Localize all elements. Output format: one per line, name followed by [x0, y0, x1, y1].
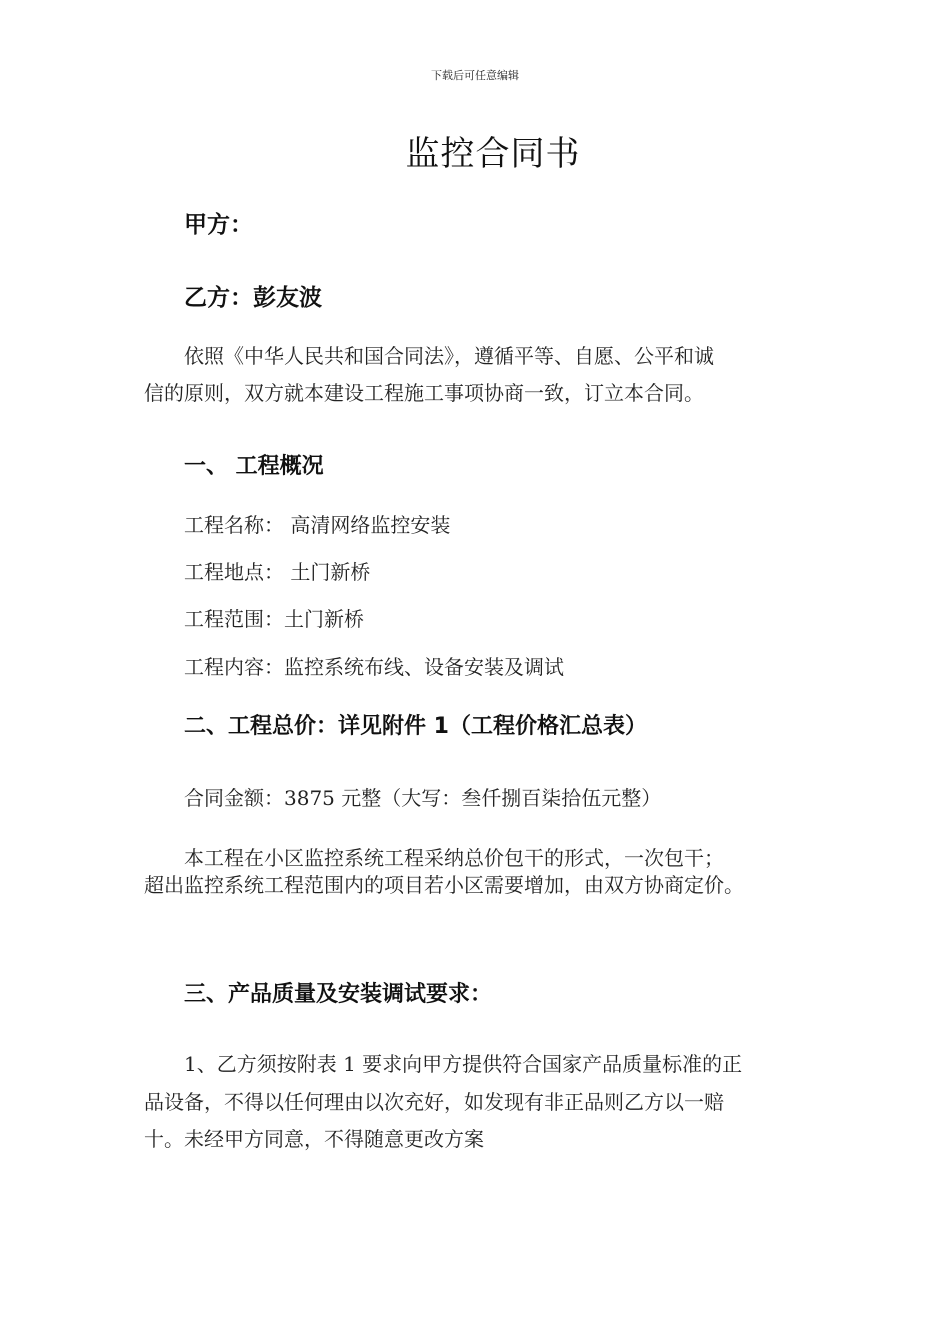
- party-b-label: 乙方：彭友波: [184, 285, 322, 311]
- quality-paragraph-line-3: 十。未经甲方同意，不得随意更改方案: [144, 1127, 484, 1151]
- section-3-heading: 三、产品质量及安装调试要求：: [184, 982, 493, 1007]
- project-content-line: 工程内容：监控系统布线、设备安装及调试: [184, 655, 564, 679]
- project-location-line: 工程地点： 土门新桥: [184, 560, 371, 584]
- contract-amount-line: 合同金额：3875 元整（大写：叁仟捌百柒拾伍元整）: [184, 786, 662, 810]
- project-name-line: 工程名称： 高清网络监控安装: [184, 513, 451, 537]
- pricing-paragraph-line-2: 超出监控系统工程范围内的项目若小区需要增加，由双方协商定价。: [144, 873, 744, 897]
- section-2-heading: 二、工程总价：详见附件 1（工程价格汇总表）: [184, 714, 647, 739]
- party-a-label: 甲方：: [184, 212, 253, 238]
- quality-paragraph-line-1: 1、乙方须按附表 1 要求向甲方提供符合国家产品质量标准的正: [184, 1052, 743, 1076]
- section-1-heading: 一、 工程概况: [184, 454, 324, 479]
- quality-paragraph-line-2: 品设备，不得以任何理由以次充好，如发现有非正品则乙方以一赔: [144, 1090, 724, 1114]
- preamble-line-2: 信的原则，双方就本建设工程施工事项协商一致，订立本合同。: [144, 381, 704, 405]
- project-scope-line: 工程范围：土门新桥: [184, 607, 364, 631]
- pricing-paragraph-line-1: 本工程在小区监控系统工程采纳总价包干的形式，一次包干；: [184, 846, 724, 870]
- preamble-line-1: 依照《中华人民共和国合同法》，遵循平等、自愿、公平和诚: [184, 344, 714, 368]
- document-title: 监控合同书: [405, 134, 581, 174]
- header-note: 下载后可任意编辑: [431, 69, 519, 82]
